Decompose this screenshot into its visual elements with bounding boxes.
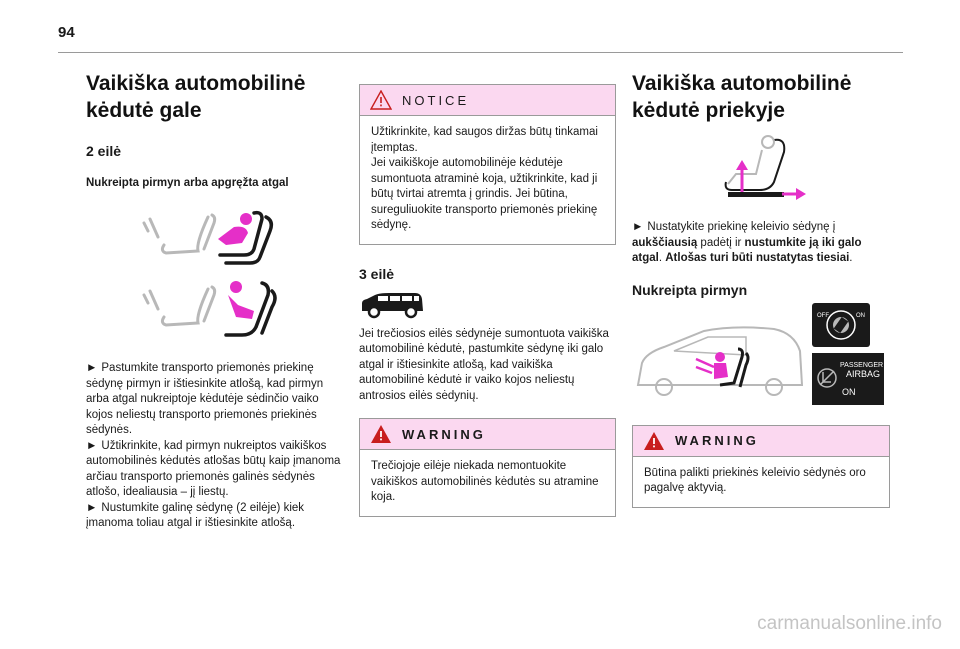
page-number: 94 [58,24,75,41]
right-column [632,70,890,508]
direction-heading: Nukreipta pirmyn arba apgręžta atgal [86,177,289,189]
notice-header [360,85,615,116]
top-rule [58,52,903,53]
front-seat-instruction: ► Nustatykite priekinę keleivio sėdynę į aukščiausią padėtį ir nustumkite ją iki galo atgal. Atlošas turi būti nustatytas tiesiai. [632,221,862,264]
title-line-1: Vaikiška automobilinė [86,72,306,95]
rear-seat-instructions [86,361,342,532]
bullet-arrow-icon: ► [86,362,98,374]
watermark: carmanualsonline.info [757,613,942,634]
notice-text-2: Jei vaikiškoje automobilinėje kėdutėje sumontuota atraminė koja, užtikrinkite, kad ji būtų tvirtai atremta į grindis. Jei būtina, sureguliuokite transporto priemonės priekinę sėdynę. [371,157,598,231]
front-seat-adjust-illustration [632,134,890,204]
left-column [86,70,342,532]
row-3-text: Jei trečiosios eilės sėdynėje sumontuota vaikiška automobilinė kėdutė, pastumkite sėdynę iki galo atgal ir ištiesinkite atlošą, kad vaikiška automobilinė kėdutė ir vaiko kojos neliestų antrosios eilės sėdynių. [359,327,609,402]
warning-text: Trečiojoje eilėje niekada nemontuokite vaikiškos automobilinės kėdutės su atramine koja. [371,460,599,503]
car-interior-illustration [634,323,806,403]
list-item: ► Nustumkite galinę sėdynę (2 eilėje) kiek įmanoma toliau atgal ir ištiesinkite atlošą. [86,501,305,529]
list-item: ► Užtikrinkite, kad pirmyn nukreiptos vaikiškos automobilinės kėdutės atlošas būtų kaip įmanoma arčiau transporto priemonės galinės sėdynės atlošo, idealiausia – jį liestų. [86,439,341,498]
notice-body [360,116,615,244]
title-line-2: kėdutė priekyje [632,99,785,122]
airbag-key-switch-icon [812,303,870,347]
title-line-2: kėdutė gale [86,99,202,122]
warning-text: Būtina palikti priekinės keleivio sėdynės oro pagalvę aktyvią. [644,466,866,494]
passenger-airbag-indicator [812,353,884,405]
title-line-1: Vaikiška automobilinė [632,72,852,95]
warning-triangle-icon [643,431,665,451]
warning-body [633,457,889,507]
front-airbag-illustration-group [632,311,890,411]
section-title [86,70,342,124]
airbag-status: ON [842,386,856,397]
warning-triangle-icon [370,424,392,444]
bullet-arrow-icon: ► [632,221,644,233]
rear-seat-backward-illustration [86,277,342,339]
rear-seat-forward-illustration [86,205,342,267]
warning-body [360,450,615,516]
airbag-seat-icon [816,367,838,389]
bullet-arrow-icon: ► [86,439,98,452]
warning-title: WARNING [675,433,759,448]
notice-text-1: Užtikrinkite, kad saugos diržas būtų tinkamai įtemptas. [371,126,598,154]
warning-title: WARNING [402,426,486,442]
row-2-heading: 2 eilė [86,143,122,159]
warning-header [360,419,615,450]
warning-box [632,425,890,508]
notice-title: NOTICE [402,92,470,108]
switch-on-label: ON [856,312,865,319]
forward-facing-heading: Nukreipta pirmyn [632,281,748,298]
switch-off-label: OFF [817,312,829,319]
notice-box [359,84,616,245]
middle-column [359,84,616,517]
notice-triangle-icon [370,90,392,110]
list-item: ► Pastumkite transporto priemonės priekinę sėdynę pirmyn ir ištiesinkite atlošą, kad pirmyn arba atgal nukreiptoje kėdutėje sėdinčio vaiko kojos neliestų transporto priemonės priekinės sėdynės. [86,362,324,436]
airbag-label: PASSENGER AIRBAG [840,361,884,379]
seven-seat-car-icon [359,291,429,319]
section-title [632,70,890,124]
row-3-heading: 3 eilė [359,265,395,282]
bullet-arrow-icon: ► [86,501,98,514]
warning-header [633,426,889,457]
warning-box [359,418,616,517]
